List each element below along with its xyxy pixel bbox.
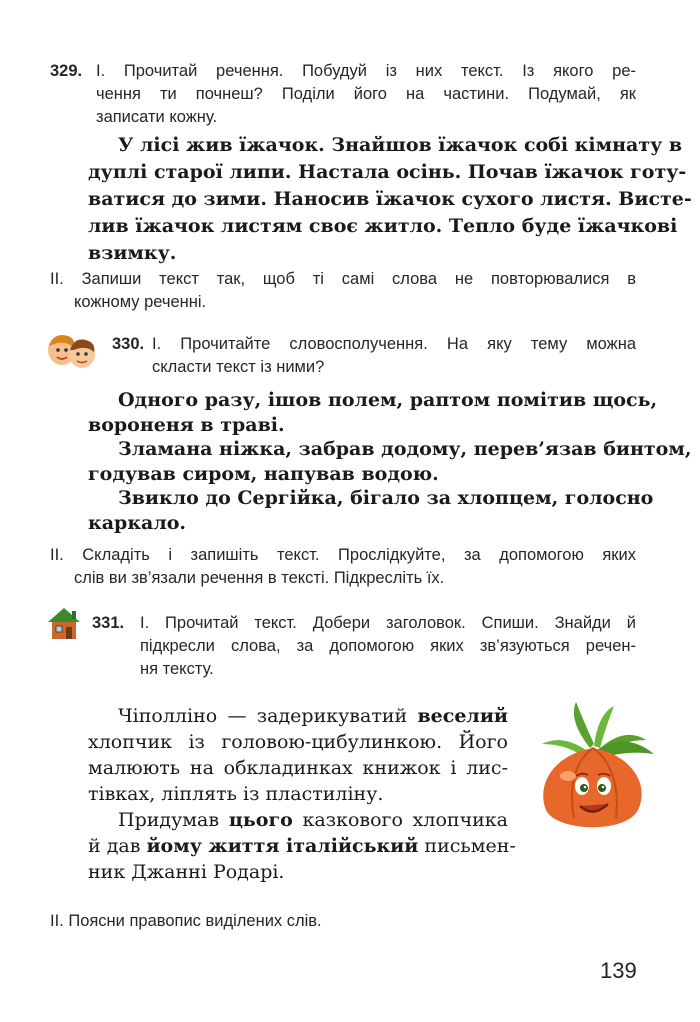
ex331-text-line: ник Джанні Родарі. xyxy=(88,861,285,883)
ex330-phrase-line: вороненя в траві. xyxy=(88,413,285,436)
ex329-task1-line: записати кожну. xyxy=(96,108,218,126)
onion-character-illustration xyxy=(528,700,658,840)
ex329-text xyxy=(88,132,692,267)
ex331-task1-line: І. Прочитай текст. Добери заголовок. Спиши. Знайди й xyxy=(140,614,636,632)
ex331-text-line: хлопчик із головою-цибулинкою. Його xyxy=(88,731,508,753)
ex330-instruction xyxy=(112,333,636,379)
page-number: 139 xyxy=(600,958,637,983)
ex331-task1-line: ня тексту. xyxy=(140,660,214,678)
ex330-phrases xyxy=(88,388,692,535)
house-icon xyxy=(46,606,82,640)
ex329-task1-line: І. Прочитай речення. Побудуй із них текст. Із якого ре- xyxy=(96,62,636,80)
ex330-phrase-line: Одного разу, ішов полем, раптом помітив щось, xyxy=(118,389,658,411)
ex329-task2 xyxy=(50,268,636,314)
ex331-text-line: малюють на обкладинках книжок і лис- xyxy=(88,757,508,779)
ex330-task2-line: ІІ. Складіть і запишіть текст. Прослідкуйте, за допомогою яких xyxy=(50,546,636,564)
ex331-text-line: тівках, ліплять із пластиліну. xyxy=(88,783,384,805)
ex329-task2-line: кожному реченні. xyxy=(74,293,207,311)
ex331-text-line: Придумав цього казкового хлопчика xyxy=(118,809,508,831)
ex330-phrase-line: годував сиром, напував водою. xyxy=(88,462,439,485)
ex329-task1-line: чення ти почнеш? Поділи його на частини. Подумай, як xyxy=(96,85,636,103)
ex329-text-line: лив їжачок листям своє житло. Тепло буде їжачкові xyxy=(88,215,678,237)
ex329-task2-line: ІІ. Запиши текст так, щоб ті самі слова не повторювалися в xyxy=(50,270,636,288)
ex329-number: 329. xyxy=(50,62,83,80)
ex329-text-line: дуплі старої липи. Настала осінь. Почав їжачок готу- xyxy=(88,161,687,183)
ex330-phrase-line: каркало. xyxy=(88,511,187,534)
ex330-task2-line: слів ви зв’язали речення в тексті. Підкресліть їх. xyxy=(74,569,445,587)
ex330-task1-line: скласти текст із ними? xyxy=(152,358,325,376)
ex330-number: 330. xyxy=(112,335,145,353)
ex330-phrase-line: Зламана ніжка, забрав додому, перев’язав бинтом, xyxy=(118,438,692,460)
ex331-text-line: й дав йому життя італійський письмен- xyxy=(88,835,516,857)
ex331-task2: ІІ. Поясни правопис виділених слів. xyxy=(50,912,322,930)
children-faces-icon xyxy=(46,330,98,370)
ex331-task1-line: підкресли слова, за допомогою яких зв’язуються речен- xyxy=(140,637,636,655)
ex331-text-line: Чіполліно — задерикуватий веселий xyxy=(118,705,508,727)
ex330-task1-line: І. Прочитайте словосполучення. На яку тему можна xyxy=(152,335,636,353)
ex331-instruction xyxy=(92,612,636,681)
ex329-text-line: взимку. xyxy=(88,242,177,264)
ex331-number: 331. xyxy=(92,614,125,632)
ex329-text-line: ватися до зими. Наносив їжачок сухого листя. Висте- xyxy=(88,188,692,210)
ex331-text xyxy=(88,703,516,885)
ex329-text-line: У лісі жив їжачок. Знайшов їжачок собі кімнату в xyxy=(118,134,683,156)
ex330-phrase-line: Звикло до Сергійка, бігало за хлопцем, голосно xyxy=(118,487,654,509)
ex329-instruction xyxy=(50,60,636,129)
ex330-task2 xyxy=(50,544,636,590)
